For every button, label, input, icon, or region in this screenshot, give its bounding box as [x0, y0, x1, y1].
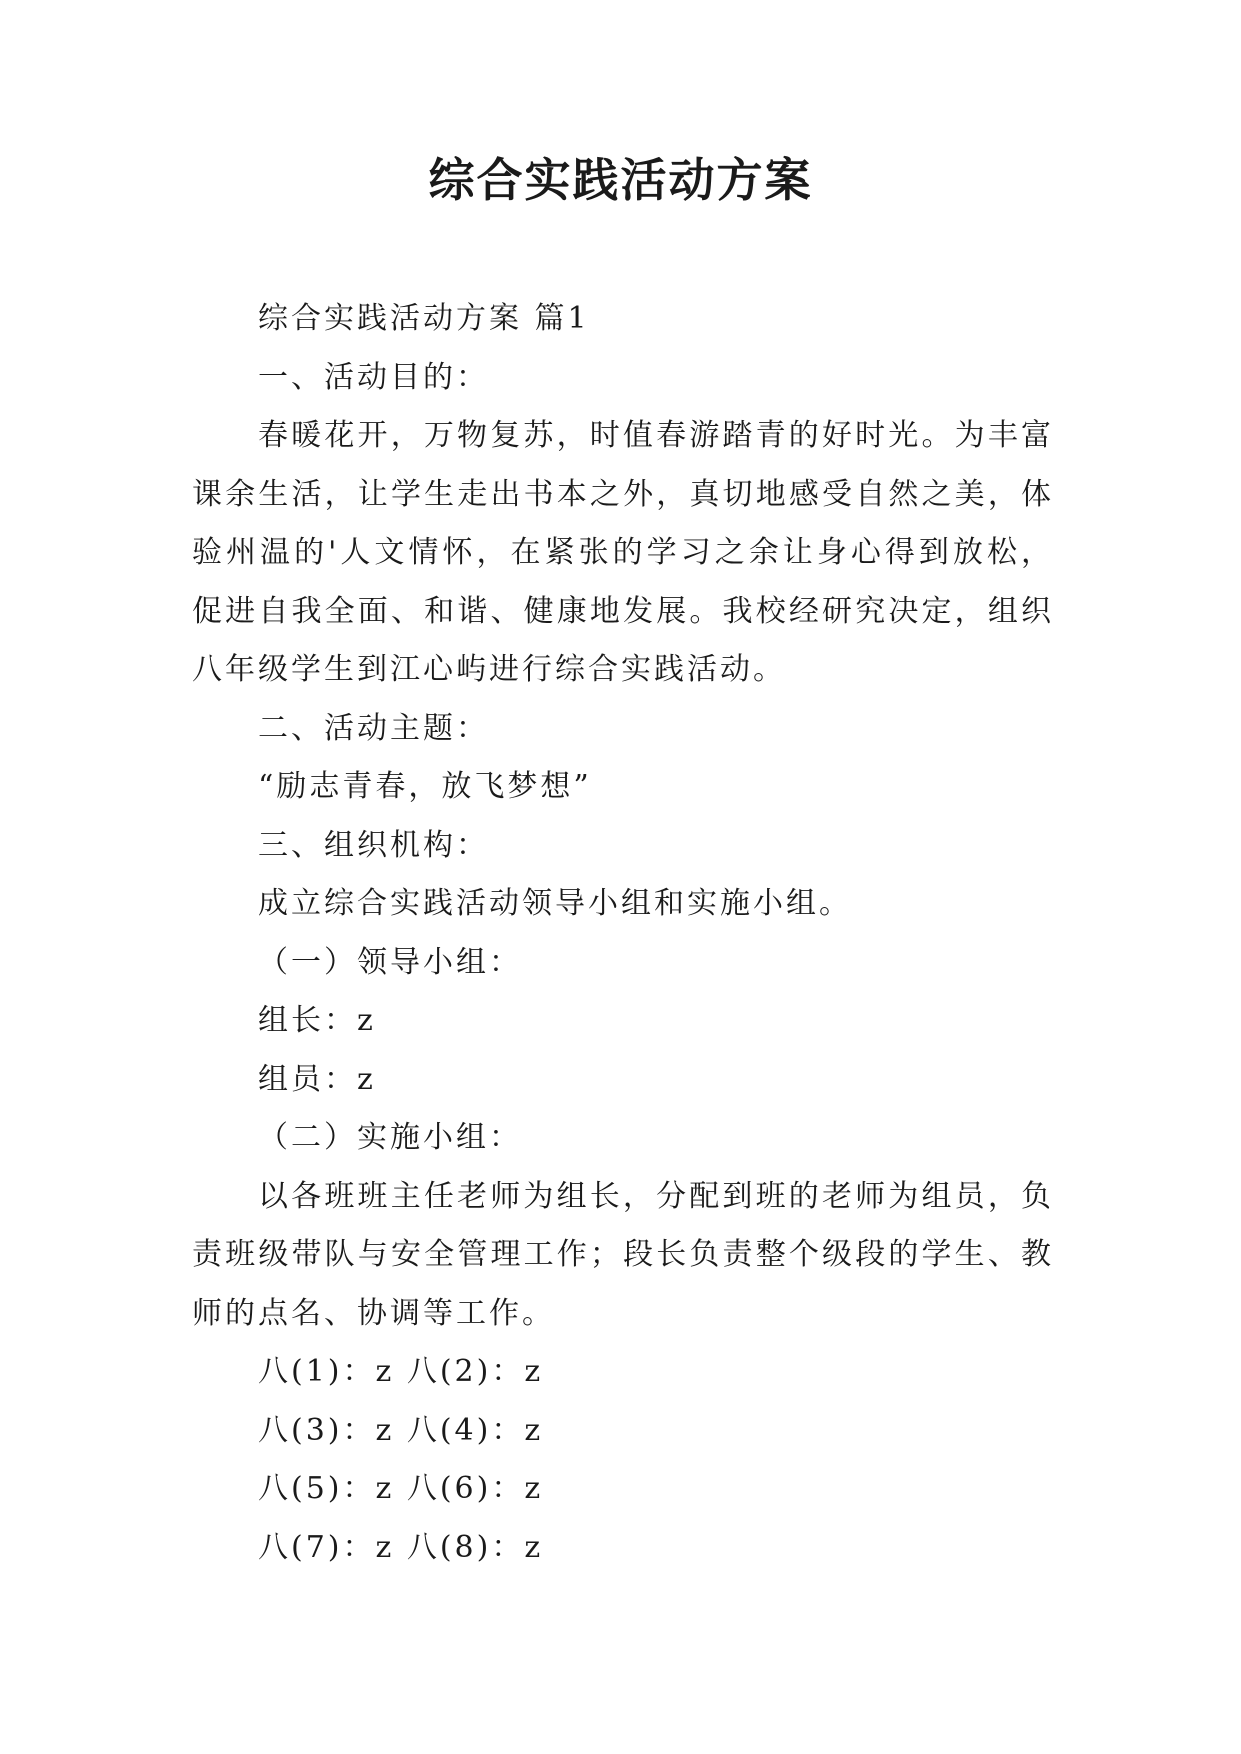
subheading-leadership: （一）领导小组：	[258, 944, 522, 980]
class-line: 八(5)：z 八(6)：z	[258, 1471, 544, 1506]
heading-purpose: 一、活动目的：	[258, 359, 489, 395]
paragraph-theme: “励志青春，放飞梦想”	[258, 769, 592, 804]
class-line: 八(1)：z 八(2)：z	[258, 1354, 544, 1389]
paragraph-organization: 成立综合实践活动领导小组和实施小组。	[258, 886, 852, 921]
class-line: 八(3)：z 八(4)：z	[258, 1412, 544, 1448]
heading-theme: 二、活动主题：	[258, 710, 489, 746]
section-heading: 综合实践活动方案 篇1	[258, 301, 590, 336]
line-leader: 组长：z	[258, 1003, 376, 1038]
line-members: 组员：z	[258, 1061, 376, 1097]
document-body	[192, 290, 1054, 1577]
subheading-implementation: （二）实施小组：	[258, 1120, 522, 1155]
paragraph-purpose: 春暖花开，万物复苏，时值春游踏青的好时光。为丰富课余生活，让学生走出书本之外，真切地感受自然之美，体验州温的'人文情怀，在紧张的学习之余让身心得到放松，促进自我全面、和谐、健康地发展。我校经研究决定，组织八年级学生到江心屿进行综合实践活动。	[192, 418, 1054, 687]
paragraph-implementation: 以各班班主任老师为组长，分配到班的老师为组员，负责班级带队与安全管理工作；段长负责整个级段的学生、教师的点名、协调等工作。	[192, 1178, 1054, 1331]
heading-organization: 三、组织机构：	[258, 827, 489, 863]
document-title: 综合实践活动方案	[428, 153, 813, 207]
class-line: 八(7)：z 八(8)：z	[258, 1529, 544, 1565]
